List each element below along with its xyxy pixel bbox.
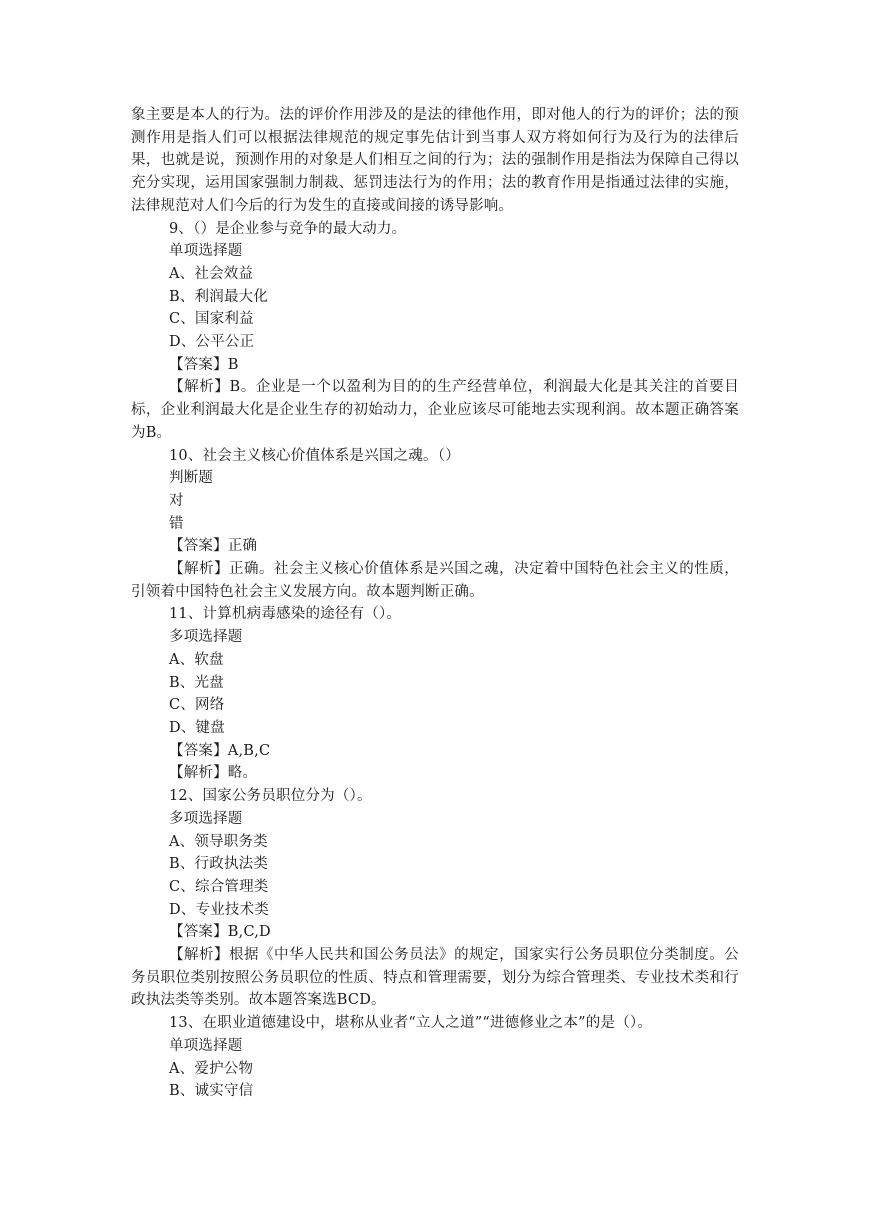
question-type: 多项选择题 bbox=[169, 810, 243, 827]
question-type: 判断题 bbox=[169, 470, 214, 487]
answer-line: 【答案】正确 bbox=[169, 538, 258, 555]
question-block bbox=[131, 603, 739, 785]
option-item: D、公平公正 bbox=[169, 334, 255, 351]
explanation-paragraph: 【解析】B。企业是一个以盈利为目的的生产经营单位，利润最大化是其关注的首要目标，企业利润最大化是企业生存的初始动力，企业应该尽可能地去实现利润。故本题正确答案为B。 bbox=[131, 379, 739, 441]
option-item: C、国家利益 bbox=[169, 311, 254, 328]
answer-line: 【答案】B bbox=[169, 356, 239, 373]
question-stem: 12、国家公务员职位分为（）。 bbox=[169, 788, 372, 805]
question-stem: 11、计算机病毒感染的途径有（）。 bbox=[169, 606, 402, 623]
answer-line: 【答案】A,B,C bbox=[169, 742, 271, 759]
option-item: C、综合管理类 bbox=[169, 878, 269, 895]
question-type: 多项选择题 bbox=[169, 629, 243, 646]
answer-line: 【答案】B,C,D bbox=[169, 924, 271, 941]
document-page bbox=[131, 104, 739, 1103]
option-item: 错 bbox=[169, 515, 184, 532]
option-item: A、社会效益 bbox=[169, 265, 254, 282]
option-item: B、行政执法类 bbox=[169, 856, 269, 873]
option-item: A、软盘 bbox=[169, 651, 224, 668]
question-stem: 9、（）是企业参与竞争的最大动力。 bbox=[169, 220, 407, 237]
option-item: C、网络 bbox=[169, 697, 225, 714]
question-block bbox=[131, 1012, 739, 1103]
option-item: B、诚实守信 bbox=[169, 1083, 254, 1100]
explanation-paragraph: 【解析】略。 bbox=[169, 765, 258, 782]
question-type: 单项选择题 bbox=[169, 1037, 243, 1054]
option-item: A、领导职务类 bbox=[169, 833, 268, 850]
option-item: D、专业技术类 bbox=[169, 901, 270, 918]
intro-paragraph: 象主要是本人的行为。法的评价作用涉及的是法的律他作用，即对他人的行为的评价；法的预测作用是指人们可以根据法律规范的规定事先估计到当事人双方将如何行为及行为的法律后果，也就是说，预测作用的对象是人们相互之间的行为；法的强制作用是指法为保障自己得以充分实现，运用国家强制力制裁、惩罚违法行为的作用；法的教育作用是指通过法律的实施，法律规范对人们今后的行为发生的直接或间接的诱导影响。 bbox=[131, 107, 739, 214]
option-item: 对 bbox=[169, 492, 184, 509]
question-block bbox=[131, 445, 739, 604]
question-stem: 10、社会主义核心价值体系是兴国之魂。（） bbox=[169, 447, 460, 464]
option-item: D、键盘 bbox=[169, 719, 225, 736]
question-block bbox=[131, 785, 739, 1012]
option-item: B、利润最大化 bbox=[169, 288, 269, 305]
explanation-paragraph: 【解析】根据《中华人民共和国公务员法》的规定，国家实行公务员职位分类制度。公务员职位类别按照公务员职位的性质、特点和管理需要，划分为综合管理类、专业技术类和行政执法类等类别。故本题答案选BCD。 bbox=[131, 947, 739, 1009]
question-block bbox=[131, 218, 739, 445]
option-item: B、光盘 bbox=[169, 674, 224, 691]
option-item: A、爱护公物 bbox=[169, 1060, 254, 1077]
question-stem: 13、在职业道德建设中，堪称从业者“立人之道”“进德修业之本”的是（）。 bbox=[169, 1015, 653, 1032]
explanation-paragraph: 【解析】正确。社会主义核心价值体系是兴国之魂，决定着中国特色社会主义的性质，引领着中国特色社会主义发展方向。故本题判断正确。 bbox=[131, 561, 739, 600]
question-type: 单项选择题 bbox=[169, 243, 243, 260]
